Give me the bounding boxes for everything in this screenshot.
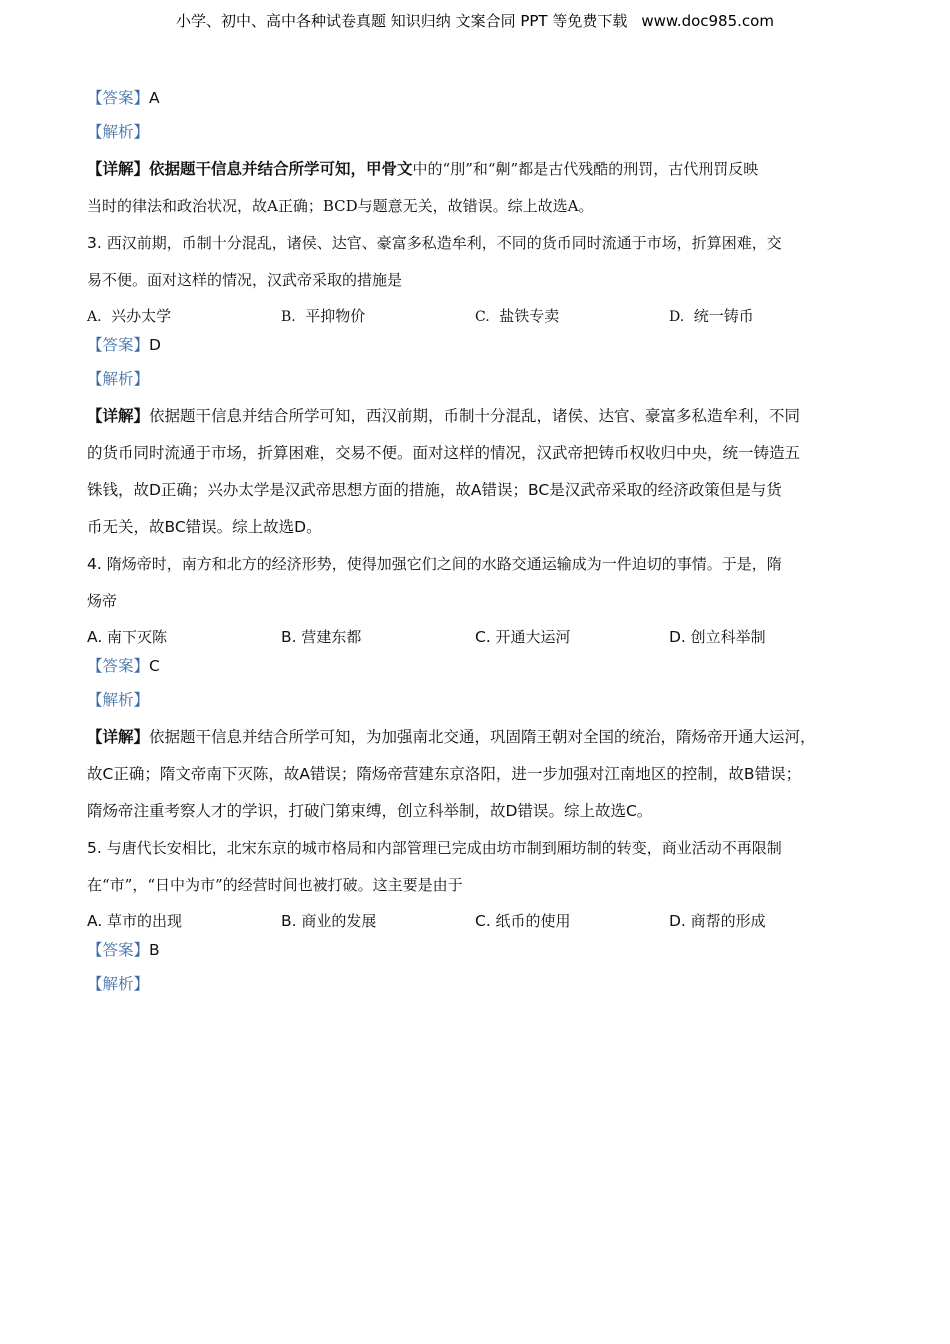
document-body	[87, 86, 877, 997]
q3-detail: 【详解】依据题干信息并结合所学可知，西汉前期，币制十分混乱，诸侯、达官、豪富多私造牟利，不同	[87, 407, 801, 425]
page-header	[0, 10, 950, 31]
q3-stem: 3. 西汉前期，币制十分混乱，诸侯、达官、豪富多私造牟利，不同的货币同时流通于市场，折算困难，交	[87, 234, 782, 252]
q3-analysis-label: 【解析】	[87, 370, 150, 388]
q2-analysis-label: 【解析】	[87, 123, 150, 141]
q3-option-b: B. 平抑物价	[281, 307, 366, 325]
q5-analysis-label: 【解析】	[87, 975, 150, 993]
q4-option-d: D. 创立科举制	[669, 628, 766, 646]
q5-number: 5.	[87, 839, 102, 857]
q2-detail-line2: 当时的律法和政治状况，故A正确；BCD与题意无关，故错误。综上故选A。	[87, 197, 594, 215]
q3-answer-value: D	[149, 336, 161, 354]
q4-analysis-label: 【解析】	[87, 691, 150, 709]
q5-answer-value: B	[149, 941, 160, 959]
q3-detail-line2: 的货币同时流通于市场，折算困难，交易不便。面对这样的情况，汉武帝把铸币权收归中央，统一铸造五	[87, 444, 801, 462]
q3-option-a: A. 兴办太学	[87, 307, 172, 325]
q2-answer	[87, 86, 877, 111]
q4-detail-line2: 故C正确；隋文帝南下灭陈，故A错误；隋炀帝营建东京洛阳，进一步加强对江南地区的控制，故B错误；	[87, 765, 802, 783]
q3-option-d: D. 统一铸币	[669, 307, 754, 325]
q3-option-c: C. 盐铁专卖	[475, 307, 560, 325]
q4-option-a: A. 南下灭陈	[87, 628, 168, 646]
q3-number: 3.	[87, 234, 102, 252]
q4-detail-line3: 隋炀帝注重考察人才的学识，打破门第束缚，创立科举制，故D错误。综上故选C。	[87, 802, 653, 820]
q4-stem-line2: 炀帝	[87, 592, 118, 610]
q3-stem-line2: 易不便。面对这样的情况，汉武帝采取的措施是	[87, 271, 403, 289]
q3-detail-line4: 币无关，故BC错误。综上故选D。	[87, 518, 322, 536]
q3-detail-line3: 铢钱，故D正确；兴办太学是汉武帝思想方面的措施，故A错误；BC是汉武帝采取的经济政策但是与货	[87, 481, 782, 499]
header-site-link[interactable]: www.doc985.com	[641, 12, 774, 30]
q4-number: 4.	[87, 555, 102, 573]
q4-option-c: C. 开通大运河	[475, 628, 571, 646]
q5-option-d: D. 商帮的形成	[669, 912, 766, 930]
q2-answer-value: A	[149, 89, 160, 107]
q4-options	[87, 620, 877, 654]
detail-label: 【详解】	[87, 160, 150, 178]
q5-options	[87, 904, 877, 938]
q5-answer: 【答案】B	[87, 941, 160, 959]
q4-stem: 4. 隋炀帝时，南方和北方的经济形势，使得加强它们之间的水路交通运输成为一件迫切的事情。于是，隋	[87, 555, 782, 573]
q5-option-a: A. 草市的出现	[87, 912, 183, 930]
q5-stem: 5. 与唐代长安相比，北宋东京的城市格局和内部管理已完成由坊市制到厢坊制的转变，商业活动不再限制	[87, 839, 782, 857]
q3-options	[87, 299, 877, 333]
q5-option-b: B. 商业的发展	[281, 912, 377, 930]
q5-option-c: C. 纸币的使用	[475, 912, 571, 930]
q4-answer-value: C	[149, 657, 160, 675]
q2-detail: 【详解】依据题干信息并结合所学可知，甲骨文中的“刖”和“劓”都是古代残酷的刑罚，古代刑罚反映	[87, 160, 759, 178]
q4-answer: 【答案】C	[87, 657, 160, 675]
q4-detail: 【详解】依据题干信息并结合所学可知，为加强南北交通，巩固隋王朝对全国的统治，隋炀帝开通大运河，	[87, 728, 816, 746]
q3-answer: 【答案】D	[87, 336, 161, 354]
q5-stem-line2: 在“市”，“日中为市”的经营时间也被打破。这主要是由于	[87, 876, 463, 894]
answer-label: 【答案】	[87, 89, 150, 107]
header-text: 小学、初中、高中各种试卷真题 知识归纳 文案合同 PPT 等免费下载	[176, 12, 628, 30]
q4-option-b: B. 营建东都	[281, 628, 362, 646]
